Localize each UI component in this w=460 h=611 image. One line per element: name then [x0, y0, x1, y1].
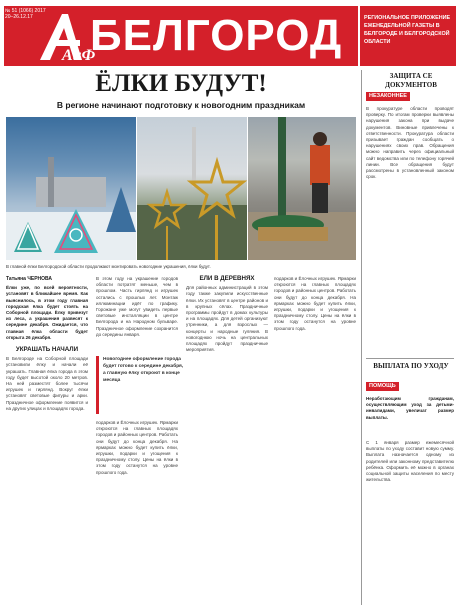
- sidebar-divider: [361, 70, 362, 605]
- section-heading-1: УКРАШАТЬ НАЧАЛИ: [15, 346, 79, 354]
- sidebar-block2-text: С 1 января размер ежемесячной выплаты по уходу составит новую сумму. Выплата назначается одному из родителей или законному представителю ребёнка. Оформить её можно в органах социальной защиты населения по месту жительства.: [366, 440, 454, 483]
- masthead-side-text: РЕГИОНАЛЬНОЕ ПРИЛОЖЕНИЕ ЕЖЕНЕДЕЛЬНОЙ ГАЗЕТЫ В БЕЛГОРОДЕ И БЕЛГОРОДСКОЙ ОБЛАСТИ: [364, 15, 451, 45]
- article-column-2-bottom: [96, 420, 178, 606]
- lead-subhead: В регионе начинают подготовку к новогодним праздникам: [56, 100, 306, 110]
- section-text-1: В Белгороде на Соборной площади установили ёлку и начали её украшать. Главная ёлка города в этом году будет высотой около 20 метров. На ней разместят более тысячи игрушек и гирлянд. Вокруг ёлки установят световые фигуры и арки. Праздничное оформление появится и на других улицах и площадях города.: [6, 356, 88, 411]
- issue-dates: 20–26.12.17: [5, 14, 33, 20]
- column-4-text: подарков и Ёлочных игрушек. Ярмарки откроются на главных площадях городов и районных центров. Работать они будут до конца декабря. На ярмарках можно будет купить ёлки, игрушки, подарки и угощения к праздничному столу. Цены на ёлки в этом году останутся на уровне прошлого года.: [274, 276, 356, 331]
- article-column-4: [274, 276, 356, 606]
- issue-number: № 51 (1066) 2017: [5, 8, 46, 14]
- column-2-bottom-text: подарков и Ёлочных игрушек. Ярмарки откроются на главных площадях городов и районных центров. Работать они будут до конца декабря. На ярмарках можно будет купить ёлки, игрушки, подарки и угощения к праздничному столу. Цены на ёлки в этом году останутся на уровне прошлого года.: [96, 420, 178, 475]
- article-column-1: [6, 276, 88, 606]
- sidebar-block2-tag: ПОМОЩЬ: [366, 382, 399, 391]
- sidebar-separator: [366, 358, 454, 359]
- article-intro: Ёлки уже, по всей вероятности, установят в ближайшее время. Как выяснилось, в этом году главная городская ёлка будет стоять на Соборной площади. Ёлку привезут из леса, а украшения развесят к середине декабря. Ожидается, что главная ёлка области будет открыта 26 декабря.: [6, 285, 88, 340]
- section-heading-2: ЕЛИ В ДЕРЕВНЯХ: [199, 275, 255, 282]
- sidebar-block1-tag: НЕЗАКОННЕЕ: [366, 92, 410, 101]
- article-byline: Татьяна ЧЕРНОВА: [6, 276, 52, 282]
- aif-logo: [36, 10, 96, 64]
- article-column-3: [186, 276, 268, 606]
- column-2-text: В этом году на украшение городов области потратят меньше, чем в прошлом. Часть гирлянд и игрушек остались с прошлых лет. Монтаж иллюминации идёт по графику. Горожане уже могут увидеть первые световые инсталляции в центре Белгорода и на Народном бульваре. Праздничное оформление сохранится до середины января.: [96, 276, 178, 337]
- lead-headline: ЁЛКИ БУДУТ!: [95, 70, 267, 97]
- pull-quote: Новогоднее оформление города будет готово к середине декабря, а главную ёлку откроют в конце месяца: [96, 356, 187, 414]
- sidebar-block2-lead: Неработающим гражданам, осуществляющим уход за детьми-инвалидами, увеличат размер выплаты.: [366, 396, 454, 420]
- logo-lettering: АиФ: [62, 47, 96, 64]
- photo-tree-assembly: [248, 117, 356, 260]
- article-column-2-top: [96, 276, 178, 354]
- sidebar-block1-text: В прокуратуре области проводят проверку. По итогам проверки выявлены нарушения закона при выдаче документов. Виновные привлечены к ответственности. Прокуратура области призывает граждан сообщать о нарушениях своих прав. Обращения можно направить через официальный сайт ведомства или по телефону горячей линии. Все обращения будут рассмотрены в установленный законом срок.: [366, 106, 454, 180]
- photo-caption: В главной ёлки Белгородской области продолжают монтировать новогодние украшения, ёлки будут.: [6, 264, 211, 269]
- photo-gold-stars: [137, 117, 247, 260]
- section-text-2: Для районных администраций в этом году также закупили искусственные ёлки. Их установят в центре районов и в крупных сёлах. Праздничные программы пройдут в домах культуры и на площадях. Для детей организуют утренники, а для взрослых — концерты и народные гуляния. В новогоднюю ночь на центральных площадях пройдут праздничные мероприятия.: [186, 285, 268, 353]
- sidebar-block2-head: ВЫПЛАТА ПО УХОДУ: [373, 362, 449, 370]
- masthead-title: БЕЛГОРОД: [90, 11, 343, 60]
- sidebar-block1-head: ЗАЩИТА СЕ ДОКУМЕНТОВ: [385, 72, 437, 89]
- photo-illuminated-trees: [6, 117, 136, 260]
